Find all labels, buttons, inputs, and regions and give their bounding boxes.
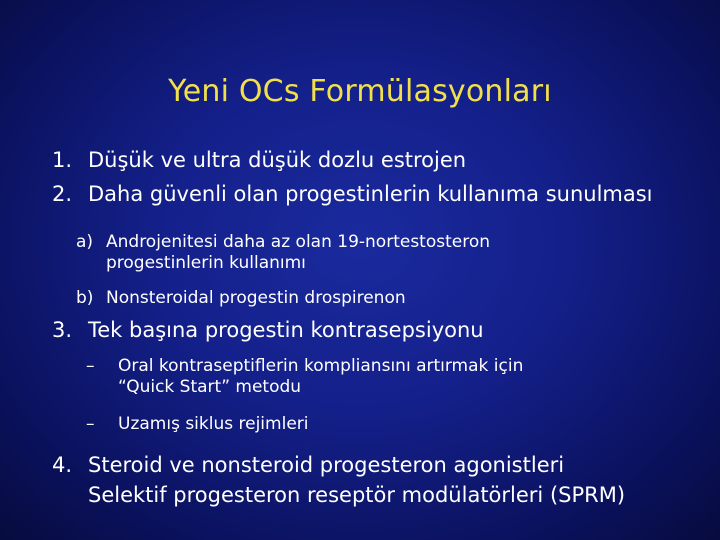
list-number: 2. xyxy=(52,182,73,206)
sub-item-a xyxy=(76,232,490,274)
sub-text: Nonsteroidal progestin drospirenon xyxy=(106,288,406,308)
sub-marker: – xyxy=(86,414,95,434)
sub-text-continued: progestinlerin kullanımı xyxy=(106,253,306,273)
list-number: 1. xyxy=(52,148,73,172)
sub-text: Androjenitesi daha az olan 19-nortestosteron xyxy=(106,232,491,252)
sub-marker: – xyxy=(86,356,95,376)
sub-item-dash-1 xyxy=(86,356,523,398)
list-text: Düşük ve ultra düşük dozlu estrojen xyxy=(88,148,467,172)
sub-text-continued: “Quick Start” metodu xyxy=(118,377,302,397)
sub-marker: b) xyxy=(76,288,94,308)
list-number: 4. xyxy=(52,453,73,477)
list-item-3 xyxy=(52,318,484,342)
sub-item-dash-2 xyxy=(86,414,309,434)
sub-text: Oral kontraseptiflerin kompliansını artırmak için xyxy=(118,356,524,376)
sub-text: Uzamış siklus rejimleri xyxy=(118,414,309,434)
list-item-2 xyxy=(52,182,653,206)
sub-marker: a) xyxy=(76,232,94,252)
slide-title: Yeni OCs Formülasyonları xyxy=(168,74,552,109)
list-text-continued: Selektif progesteron reseptör modülatörleri (SPRM) xyxy=(88,483,626,507)
list-text: Daha güvenli olan progestinlerin kullanıma sunulması xyxy=(88,182,653,206)
list-number: 3. xyxy=(52,318,73,342)
list-text: Steroid ve nonsteroid progesteron agonistleri xyxy=(88,453,565,477)
sub-item-b xyxy=(76,288,406,308)
list-text: Tek başına progestin kontrasepsiyonu xyxy=(88,318,484,342)
list-item-1 xyxy=(52,148,466,172)
list-item-4 xyxy=(52,450,625,510)
